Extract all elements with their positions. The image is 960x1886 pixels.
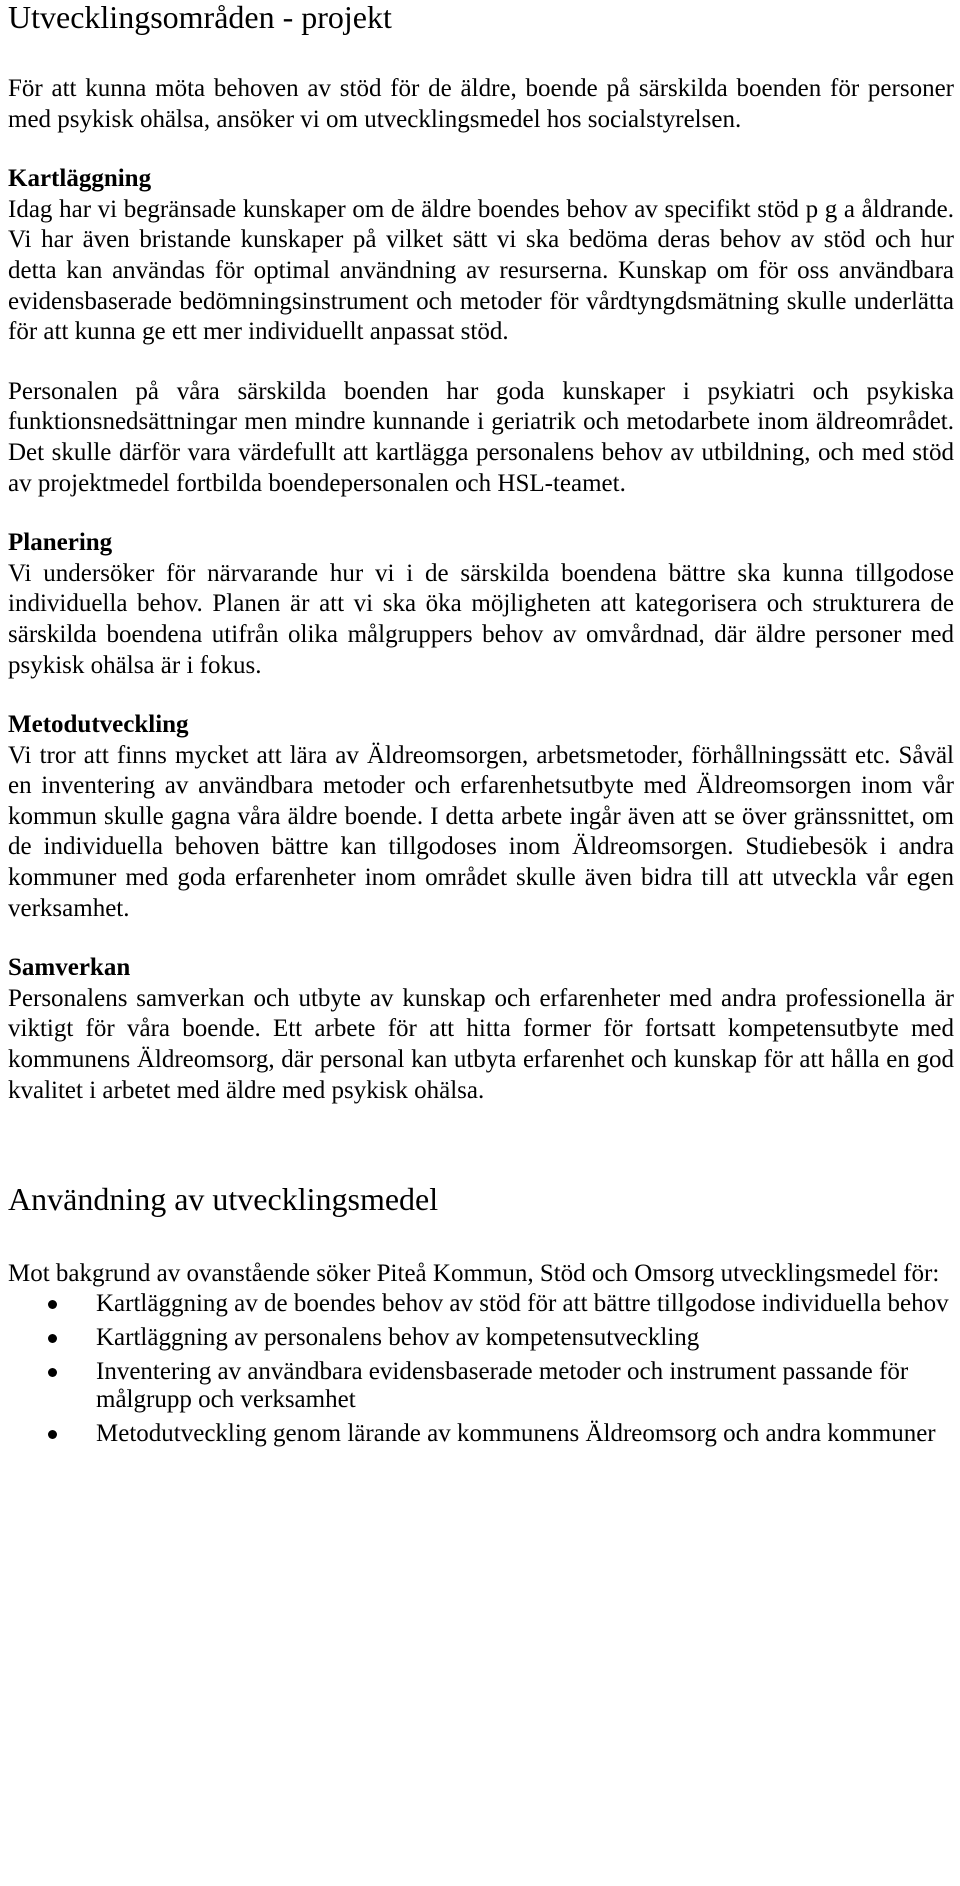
list-item-text: Inventering av användbara evidensbaserade metoder och instrument passande för målgrupp och verksamhet (96, 1357, 909, 1413)
section-paragraph: Personalen på våra särskilda boenden har goda kunskaper i psykiatri och psykiska funktionsnedsättningar men mindre kunnande i geriatrik och metodarbete inom äldreområdet. Det skulle därför vara värdefullt att kartlägga personalens behov av utbildning, och med stöd av projektmedel fortbilda boendepersonalen och HSL-teamet. (8, 377, 954, 497)
intro-paragraph: För att kunna möta behoven av stöd för de äldre, boende på särskilda boenden för personer med psykisk ohälsa, ansöker vi om utvecklingsmedel hos socialstyrelsen. (8, 75, 954, 133)
bullet-icon (48, 1368, 57, 1377)
section-heading: Metodutveckling (8, 711, 189, 739)
list-item-text: Metodutveckling genom lärande av kommunens Äldreomsorg och andra kommuner (96, 1419, 936, 1447)
list-item (8, 1358, 954, 1414)
bullet-icon (48, 1300, 57, 1309)
list-item (8, 1324, 954, 1352)
section-heading: Kartläggning (8, 165, 152, 193)
section-paragraph: Vi undersöker för närvarande hur vi i de särskilda boendena bättre ska kunna tillgodose individuella behov. Planen är att vi ska öka möjligheten att kategorisera och strukturera de särskilda boendena utifrån olika målgruppers behov av omvårdnad, där äldre personer med psykisk ohälsa är i fokus. (8, 559, 954, 679)
list-item-text: Kartläggning av de boendes behov av stöd för att bättre tillgodose individuella behov (96, 1289, 949, 1317)
usage-list (8, 1290, 954, 1448)
list-item-text: Kartläggning av personalens behov av kompetensutveckling (96, 1323, 700, 1351)
usage-intro: Mot bakgrund av ovanstående söker Piteå Kommun, Stöd och Omsorg utvecklingsmedel för: (8, 1260, 940, 1288)
bullet-icon (48, 1334, 57, 1343)
section-heading: Planering (8, 529, 113, 557)
usage-heading: Användning av utvecklingsmedel (8, 1181, 439, 1218)
section-planering (8, 528, 954, 681)
list-item (8, 1290, 954, 1318)
page-title: Utvecklingsområden - projekt (8, 0, 392, 35)
section-paragraph: Personalens samverkan och utbyte av kunskap och erfarenheter med andra professionella är viktigt för våra boende. Ett arbete för att hitta former för fortsatt kompetensutbyte med kommunens Äldreomsorg, där personal kan utbyta erfarenhet och kunskap för att hålla en god kvalitet i arbetet med äldre med psykisk ohälsa. (8, 984, 954, 1104)
section-samverkan (8, 953, 954, 1106)
section-metodutveckling (8, 710, 954, 924)
section-paragraph: Idag har vi begränsade kunskaper om de äldre boendes behov av specifikt stöd p g a åldrande. Vi har även bristande kunskaper på vilket sätt vi ska bedöma deras behov av stöd och hur detta kan användas för optimal användning av resurserna. Kunskap om för oss användbara evidensbaserade bedömningsinstrument och metoder för vårdtyngdsmätning skulle underlätta för att kunna ge ett mer individuellt anpassat stöd. (8, 195, 954, 346)
bullet-icon (48, 1430, 57, 1439)
list-item (8, 1420, 954, 1448)
section-kartlaggning (8, 164, 954, 499)
section-heading: Samverkan (8, 954, 131, 982)
section-paragraph: Vi tror att finns mycket att lära av Äldreomsorgen, arbetsmetoder, förhållningssätt etc. Såväl en inventering av användbara metoder och erfarenhetsutbyte med Äldreomsorgen inom vår kommun skulle gagna våra äldre boende. I detta arbete ingår även att se över gränssnittet, om de individuella behoven bättre kan tillgodoses inom Äldreomsorgen. Studiebesök i andra kommuner med goda erfarenheter inom området skulle även bidra till att utveckla vår egen verksamhet. (8, 741, 954, 922)
